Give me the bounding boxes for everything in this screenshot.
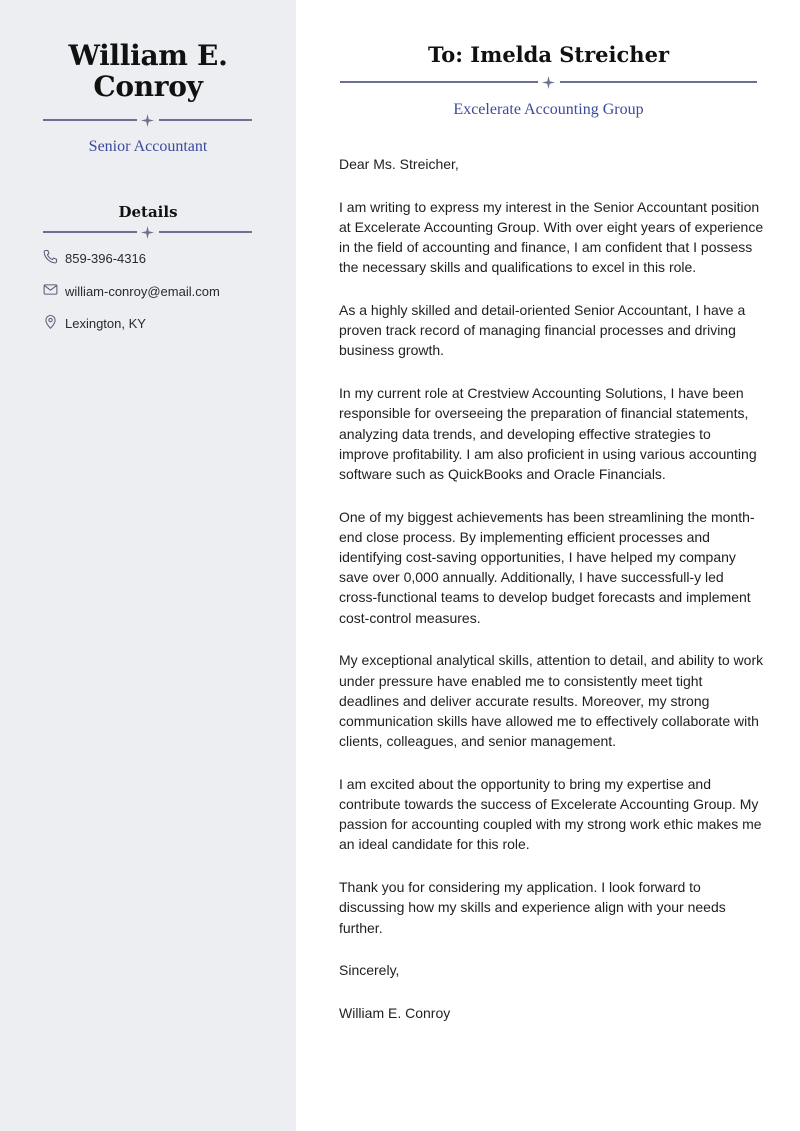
name-line-1: William E. <box>68 39 228 72</box>
closing: Sincerely, <box>339 962 400 979</box>
details-heading: Details <box>118 203 178 221</box>
phone-number: 859-396-4316 <box>65 250 146 266</box>
sparkle-icon <box>141 113 155 127</box>
sidebar <box>0 0 296 1131</box>
paragraph-1: I am writing to express my interest in the Senior Accountant position at Excelerate Accounting Group. With over eight years of experience in the field of accounting and finance, I am confident that I possess the necessary skills and qualifications to excel in this role. <box>339 198 764 276</box>
paragraph-2: As a highly skilled and detail-oriented Senior Accountant, I have a proven track record of managing financial processes and driving business growth. <box>339 302 746 359</box>
letter-body <box>339 154 764 1046</box>
job-title: Senior Accountant <box>88 138 208 155</box>
paragraph-4: One of my biggest achievements has been streamlining the month-end close process. By implementing efficient processes and identifying cost-saving opportunities, I have helped my company save over 0,000 annually. Additionally, I have successfull-y led cross-functional teams to develop budget forecasts and implement cost-control measures. <box>339 508 755 626</box>
divider-line <box>43 231 137 233</box>
company-name: Excelerate Accounting Group <box>453 101 644 118</box>
contact-email <box>42 281 220 301</box>
sparkle-icon <box>542 75 556 89</box>
paragraph-3: In my current role at Crestview Accounting Solutions, I have been responsible for overseeing the preparation of financial statements, analyzing data trends, and developing effective strategies to improve profitability. I am also proficient in using various accounting software such as QuickBooks and Oracle Financials. <box>339 385 757 482</box>
recipient-divider <box>340 76 757 88</box>
paragraph-5: My exceptional analytical skills, attention to detail, and ability to work under pressure have enabled me to consistently meet tight deadlines and deliver accurate results. Moreover, my strong communication skills have allowed me to effectively collaborate with clients, colleagues, and senior management. <box>339 652 764 750</box>
sparkle-icon <box>141 225 155 239</box>
divider-line <box>43 119 137 121</box>
name-divider <box>43 114 252 126</box>
contact-phone <box>42 248 146 268</box>
divider-line <box>159 119 253 121</box>
divider-line <box>159 231 253 233</box>
location-text: Lexington, KY <box>65 315 146 331</box>
mail-icon <box>42 281 59 301</box>
name-line-2: Conroy <box>93 70 203 103</box>
details-divider <box>43 226 252 238</box>
email-address: william-conroy@email.com <box>65 283 220 299</box>
phone-icon <box>42 248 59 268</box>
salutation: Dear Ms. Streicher, <box>339 156 459 172</box>
contact-location <box>42 313 146 333</box>
recipient-heading: To: Imelda Streicher <box>427 42 670 67</box>
divider-line <box>560 81 758 83</box>
signature: William E. Conroy <box>339 1005 451 1021</box>
divider-line <box>340 81 538 83</box>
paragraph-6: I am excited about the opportunity to bring my expertise and contribute towards the success of Excelerate Accounting Group. My passion for accounting coupled with my strong work ethic makes me an ideal candidate for this role. <box>339 775 762 853</box>
candidate-name <box>0 40 296 102</box>
location-pin-icon <box>42 313 59 333</box>
paragraph-7: Thank you for considering my application. I look forward to discussing how my skills and experience align with your needs further. <box>339 879 726 936</box>
